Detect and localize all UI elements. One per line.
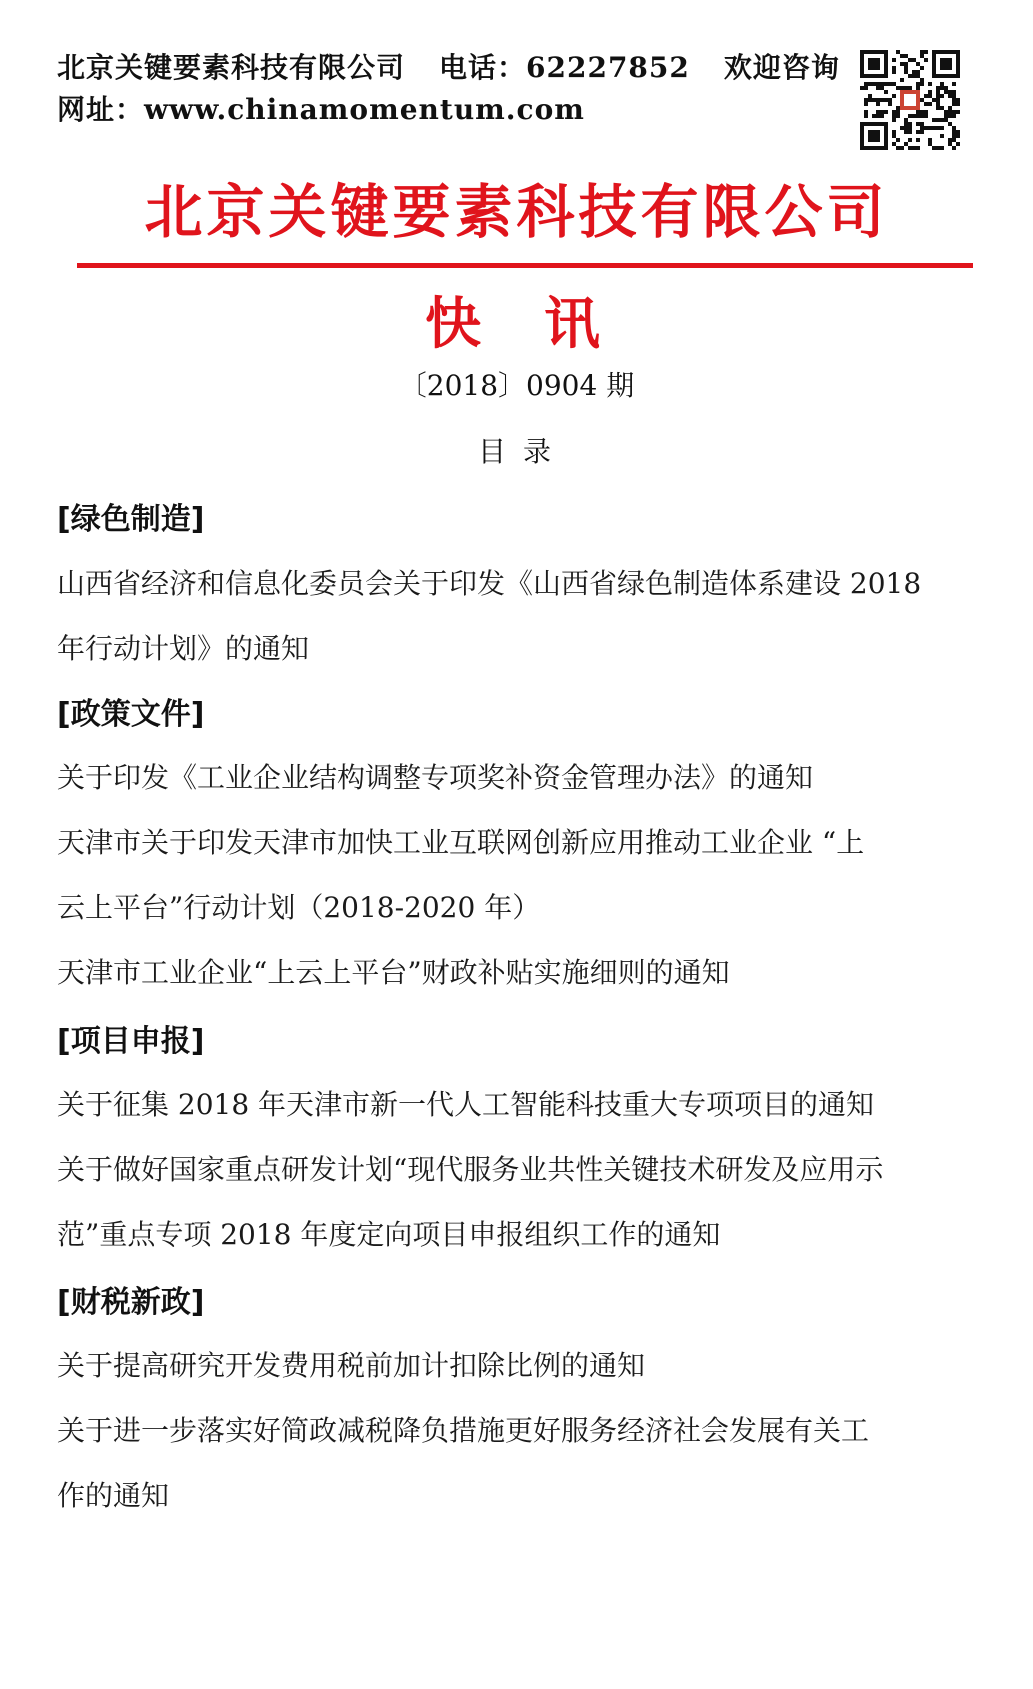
document-title: 北京关键要素科技有限公司 xyxy=(144,178,889,246)
section-heading: [财税新政] xyxy=(57,1285,205,1320)
toc-item[interactable]: 关于进一步落实好简政减税降负措施更好服务经济社会发展有关工 xyxy=(57,1414,870,1447)
issue-number: 〔2018〕0904 期 xyxy=(398,369,635,402)
toc-item[interactable]: 关于征集 2018 年天津市新一代人工智能科技重大专项项目的通知 xyxy=(57,1088,875,1121)
header-phone: 电话：62227852 xyxy=(439,51,690,84)
section-heading: [政策文件] xyxy=(57,697,205,732)
document-subtitle: 快 讯 xyxy=(425,292,608,357)
toc-item[interactable]: 天津市关于印发天津市加快工业互联网创新应用推动工业企业 “上 xyxy=(57,826,865,859)
header-website[interactable]: 网址：www.chinamomentum.com xyxy=(57,93,585,126)
toc-item[interactable]: 年行动计划》的通知 xyxy=(57,632,310,665)
section-heading: [绿色制造] xyxy=(57,502,205,537)
toc-heading: 目 录 xyxy=(478,435,555,468)
header-company: 北京关键要素科技有限公司 xyxy=(57,51,406,84)
section-heading: [项目申报] xyxy=(57,1024,205,1059)
title-divider xyxy=(77,263,973,268)
toc-item[interactable]: 关于印发《工业企业结构调整专项奖补资金管理办法》的通知 xyxy=(57,761,814,794)
toc-item[interactable]: 天津市工业企业“上云上平台”财政补贴实施细则的通知 xyxy=(57,956,730,989)
toc-item[interactable]: 范”重点专项 2018 年度定向项目申报组织工作的通知 xyxy=(57,1218,721,1251)
toc-item[interactable]: 山西省经济和信息化委员会关于印发《山西省绿色制造体系建设 2018 xyxy=(57,567,922,600)
header-contact-line xyxy=(57,46,874,86)
toc-item[interactable]: 关于做好国家重点研发计划“现代服务业共性关键技术研发及应用示 xyxy=(57,1153,884,1186)
toc-item[interactable]: 云上平台”行动计划（2018-2020 年） xyxy=(57,891,541,924)
toc-item[interactable]: 作的通知 xyxy=(57,1479,170,1512)
qr-code-icon xyxy=(860,50,960,150)
header-welcome: 欢迎咨询 xyxy=(723,51,840,84)
toc-item[interactable]: 关于提高研究开发费用税前加计扣除比例的通知 xyxy=(57,1349,646,1382)
